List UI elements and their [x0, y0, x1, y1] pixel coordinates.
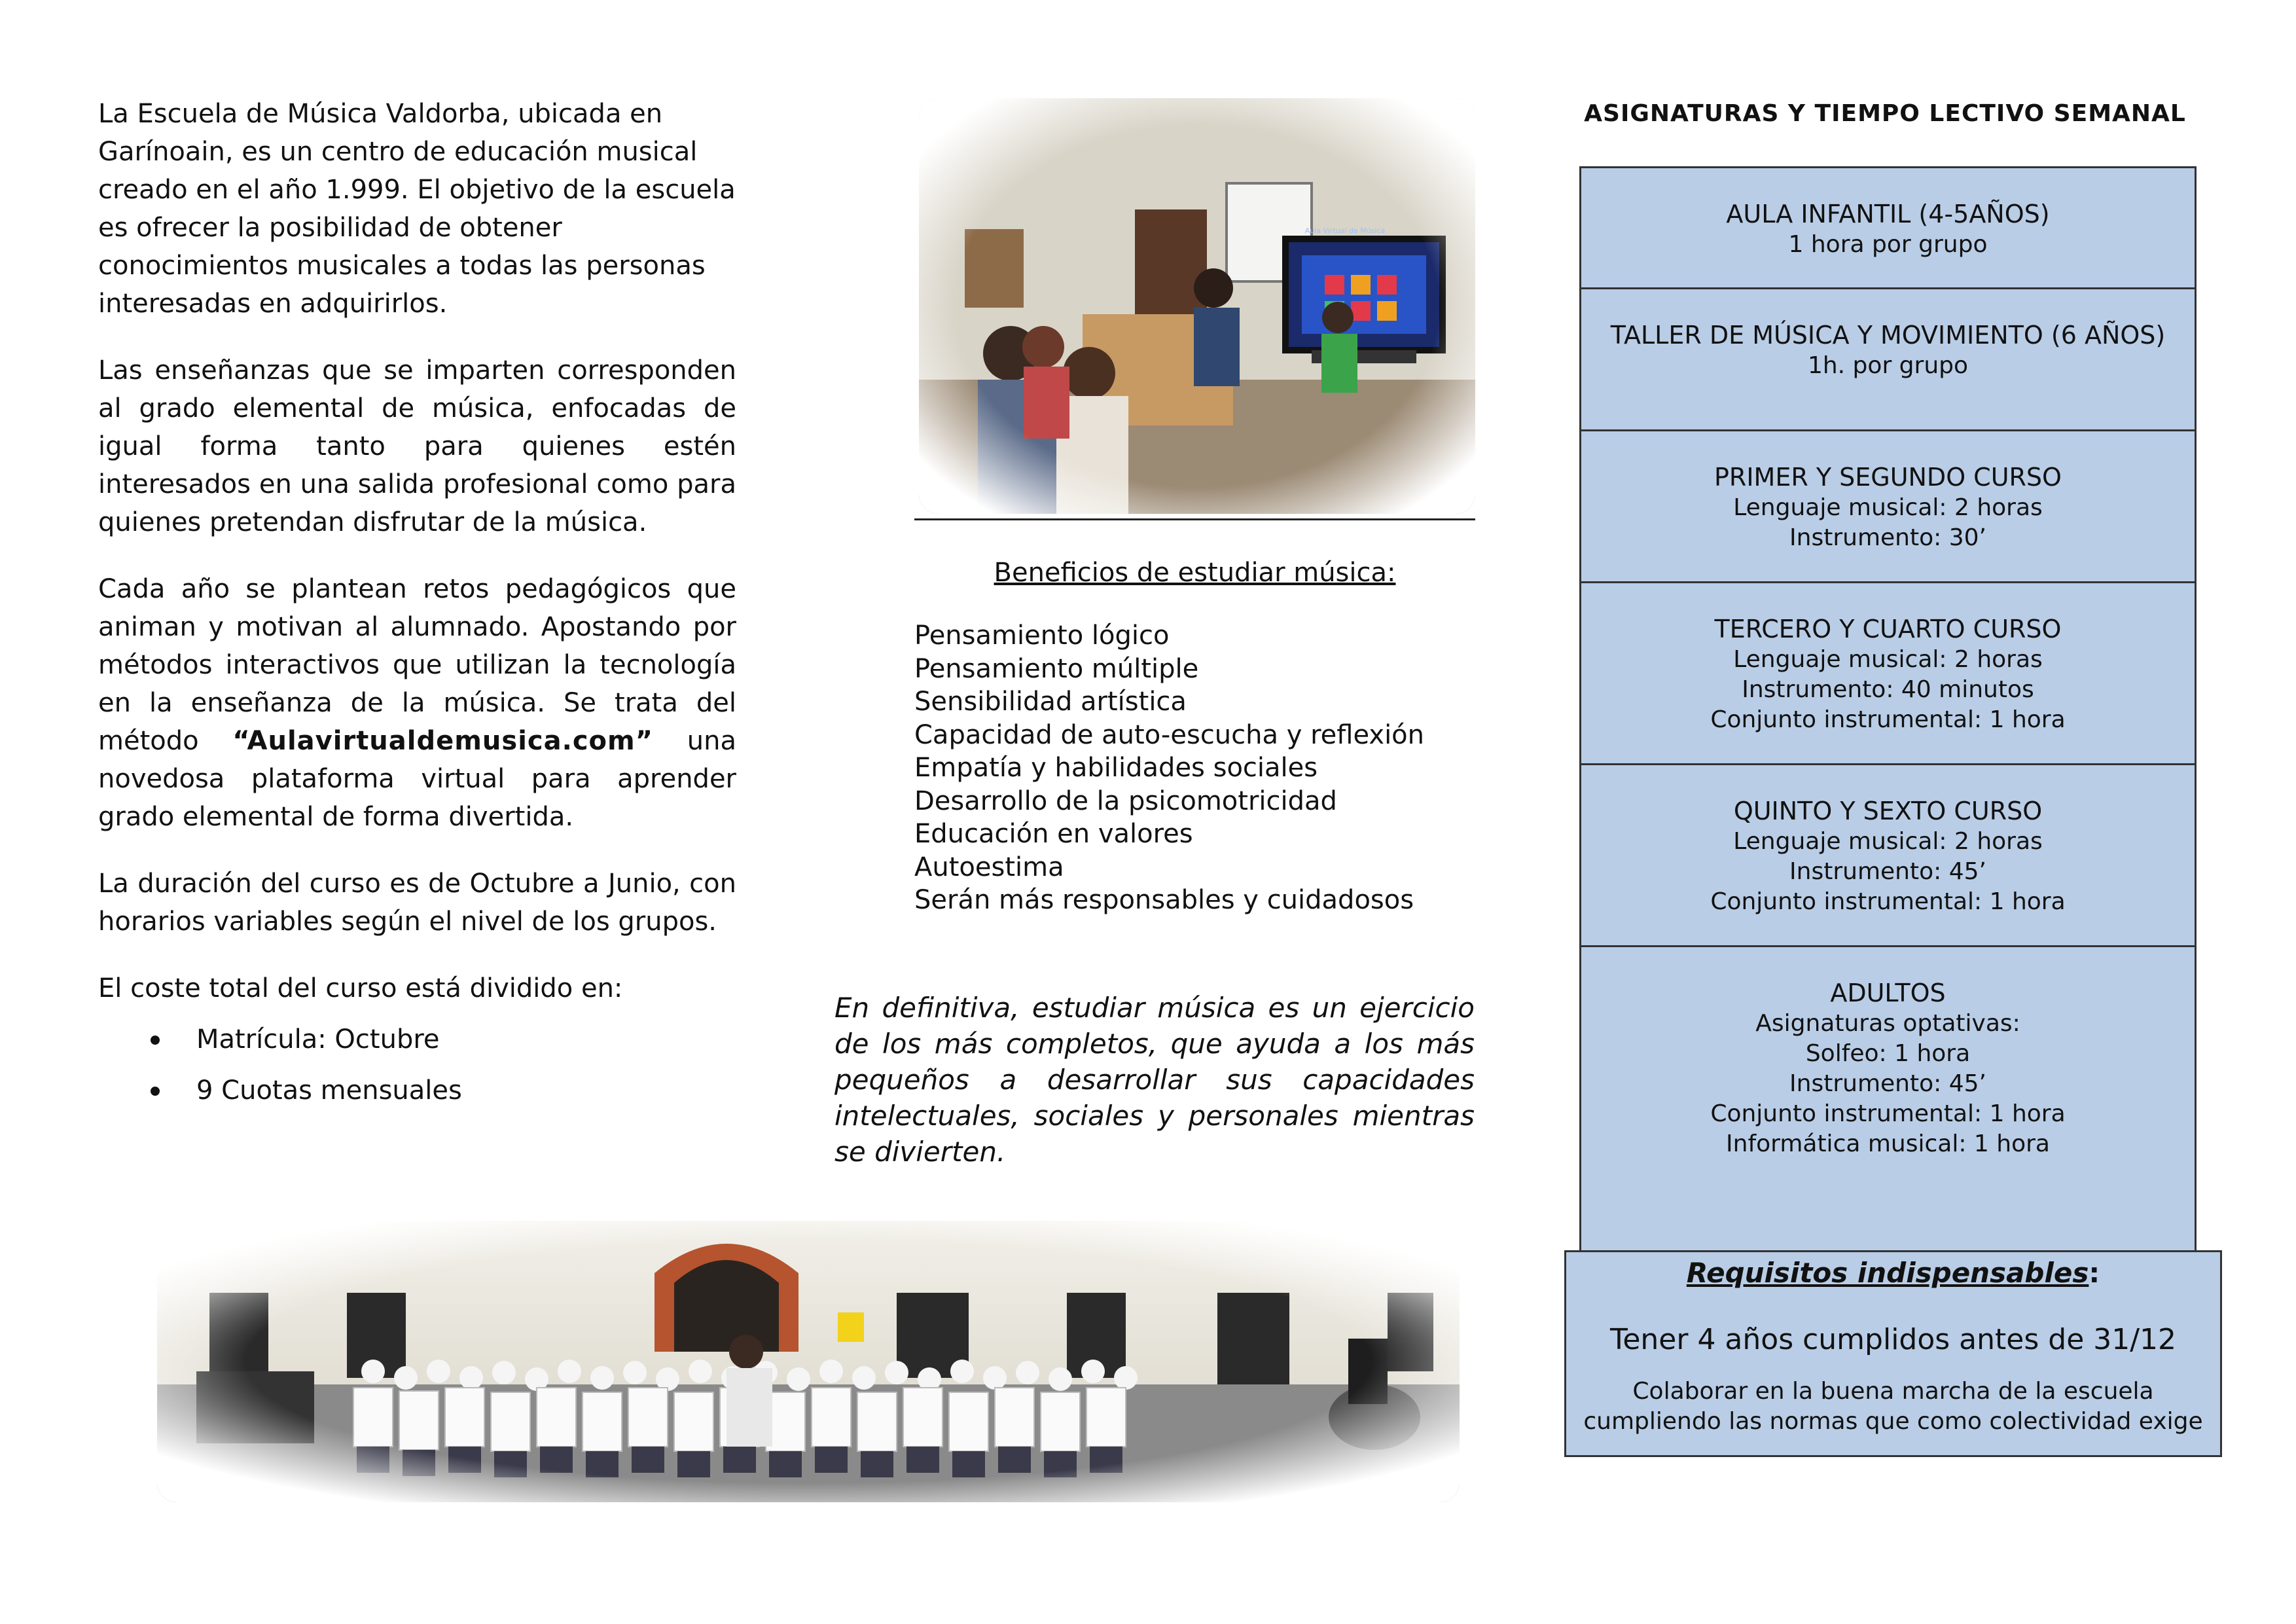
- schedule-row: [1581, 947, 2195, 1251]
- age-requirement: Tener 4 años cumplidos antes de 31/12: [1609, 1323, 2177, 1356]
- section-divider: [914, 518, 1475, 520]
- cost-item: 9 Cuotas mensuales: [98, 1065, 736, 1116]
- row-heading: ADULTOS: [1830, 979, 1946, 1007]
- row-heading: TALLER DE MÚSICA Y MOVIMIENTO (6 AÑOS): [1610, 321, 2166, 350]
- cost-list: [98, 1014, 736, 1116]
- requirements-title: Requisitos indispensables:: [1686, 1257, 2100, 1289]
- benefits-title: Beneficios de estudiar música:: [994, 558, 1396, 588]
- benefit-item: Serán más responsables y cuidadosos: [914, 885, 1414, 915]
- row-detail: Informática musical: 1 hora: [1726, 1130, 2050, 1157]
- row-detail: Instrumento: 45’: [1789, 858, 1986, 885]
- benefit-item: Sensibilidad artística: [914, 687, 1187, 717]
- benefit-item: Desarrollo de la psicomotricidad: [914, 785, 1337, 816]
- row-detail: Solfeo: 1 hora: [1805, 1040, 1971, 1067]
- row-detail: 1h. por grupo: [1807, 352, 1969, 379]
- schedule-row: [1581, 765, 2195, 947]
- benefit-item: Educación en valores: [914, 819, 1193, 849]
- row-detail: Conjunto instrumental: 1 hora: [1710, 888, 2066, 915]
- benefits-list: [914, 619, 1475, 917]
- requirements-box: [1564, 1250, 2222, 1457]
- closing-statement: En definitiva, estudiar música es un ejercicio de los más completos, que ayuda a los más pequeños a desarrollar sus capacidades intelectuales, sociales y personales mientras se divierten.: [834, 992, 1475, 1168]
- method-text-before: Cada año se plantean retos pedagógicos que animan y motivan al alumnado. Apostando por métodos interactivos que utilizan la tecnología en la enseñanza de la música. Se trata del método: [98, 574, 736, 756]
- schedule-row: [1581, 583, 2195, 765]
- row-detail: Lenguaje musical: 2 horas: [1733, 646, 2043, 673]
- method-paragraph: [98, 570, 736, 836]
- row-heading: AULA INFANTIL (4-5AÑOS): [1726, 200, 2050, 228]
- duration-paragraph: La duración del curso es de Octubre a Junio, con horarios variables según el nivel de los grupos.: [98, 869, 736, 937]
- row-heading: PRIMER Y SEGUNDO CURSO: [1714, 463, 2062, 492]
- schedule-row: [1581, 168, 2195, 289]
- row-heading: QUINTO Y SEXTO CURSO: [1733, 797, 2043, 825]
- screen-caption: Aula Virtual de Música: [1304, 226, 1386, 235]
- row-detail: Lenguaje musical: 2 horas: [1733, 828, 2043, 855]
- students-photo: [157, 1221, 1460, 1502]
- row-detail: Conjunto instrumental: 1 hora: [1710, 1100, 2066, 1127]
- row-detail: 1 hora por grupo: [1788, 231, 1988, 258]
- method-name: “Aulavirtualdemusica.com”: [232, 726, 653, 756]
- benefit-item: Capacidad de auto-escucha y reflexión: [914, 719, 1425, 750]
- row-heading: TERCERO Y CUARTO CURSO: [1714, 615, 2062, 643]
- benefit-item: Pensamiento lógico: [914, 621, 1170, 651]
- schedule-table: [1579, 166, 2197, 1253]
- bullet-icon: [151, 1087, 160, 1096]
- benefit-item: Pensamiento múltiple: [914, 653, 1199, 684]
- row-detail: Conjunto instrumental: 1 hora: [1710, 706, 2066, 733]
- row-detail: Asignaturas optativas:: [1755, 1010, 2020, 1037]
- schedule-row: [1581, 289, 2195, 431]
- intro-column: [98, 95, 736, 1116]
- intro-paragraph: La Escuela de Música Valdorba, ubicada en Garínoain, es un centro de educación musical creado en el año 1.999. El objetivo de la escuela es ofrecer la posibilidad de obtener conocimientos musicales a todas las personas interesadas en adquirirlos.: [98, 99, 736, 319]
- cost-item: Matrícula: Octubre: [98, 1014, 736, 1065]
- schedule-row: [1581, 431, 2195, 583]
- bullet-icon: [151, 1036, 160, 1045]
- collaboration-note: Colaborar en la buena marcha de la escuela cumpliendo las normas que como colectividad exige: [1583, 1378, 2203, 1435]
- method-text-after: una novedosa plataforma virtual para aprender grado elemental de forma divertida.: [98, 726, 736, 832]
- benefit-item: Autoestima: [914, 852, 1064, 882]
- row-detail: Instrumento: 45’: [1789, 1070, 1986, 1097]
- row-detail: Instrumento: 40 minutos: [1742, 676, 2034, 703]
- benefit-item: Empatía y habilidades sociales: [914, 753, 1318, 783]
- schedule-title: ASIGNATURAS Y TIEMPO LECTIVO SEMANAL: [1584, 100, 2186, 127]
- row-detail: Lenguaje musical: 2 horas: [1733, 494, 2043, 521]
- row-detail: Instrumento: 30’: [1789, 524, 1986, 551]
- cost-paragraph: El coste total del curso está dividido en:: [98, 973, 623, 1003]
- classroom-photo: [919, 98, 1475, 514]
- teaching-paragraph: Las enseñanzas que se imparten corresponden al grado elemental de música, enfocadas de igual forma tanto para quienes estén interesados en una salida profesional como para quienes pretendan disfrutar de la música.: [98, 355, 736, 537]
